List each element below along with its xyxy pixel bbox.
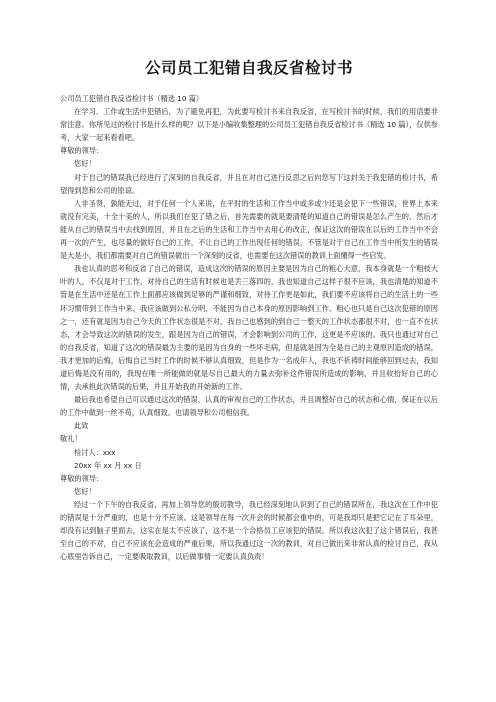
paragraph: 在学习、工作或生活中犯错后，为了避免再犯，为此要写检讨书来自我反省，在写检讨书的时候，我们的用语要非常注意。你所见过的检讨书是什么样的呢？以下是小编收集整理的公司员工犯错自我反省检讨书（精选 10 篇），仅供参考，大家一起来看看吧。 [60, 107, 438, 143]
paragraph: 公司员工犯错自我反省检讨书（精选 10 篇） [60, 94, 204, 103]
paragraph: 经过一个下午的自我反省，再加上领导您的殷切教导，我已经深刻地认识到了自己的错误所在，我这次在工作中犯的错误是十分严重的，也是十分不应该。这是领导在每一次开会的时候都会重申的，可是我却只是把它记在了耳朵里，却没有记到脑子里面去，这实在是太不应该了，这不是一个合格员工应该犯的错误。所以我这次犯了这个错误后，我甚至自己的不对，自己不应该在会造成的严重后果，所以我通过这一次的教训，对自己做出来非常认真的检讨自己，我从心底里告诉自己，一定要吸取教训，以后做事情一定要认真负责！ [60, 499, 438, 562]
paragraph: 检讨人：xxx [74, 447, 116, 457]
paragraph: 此致 [74, 421, 89, 431]
document-page [60, 56, 438, 563]
paragraph: 您好！ [74, 159, 96, 169]
document-title: 公司员工犯错自我反省检讨书 [144, 59, 353, 77]
paragraph: 尊敬的领导： [60, 146, 104, 156]
paragraph: 对于自己的错误我已经进行了深刻的自我反省，并且在对自己进行反思之后向您写下这封关于我犯错的检讨书，希望得到您和公司的原谅。 [60, 172, 438, 195]
paragraph: 20xx 年 xx 月 xx 日 [74, 460, 142, 470]
paragraph: 人非圣贤，孰能无过，对于任何一个人来说，在平时的生活和工作当中或多或少还是会犯下一些错误，世界上本来就没有完美，十全十美的人，所以我们在犯了错之后，首先需要的就是要清楚的知道自己的错误是怎么产生的，然后才能从自己的错误当中去找到原因，并且在之后的生活和工作当中去用心的改正，保证这次的错误在以后的工作当中不会再一次的产生，也尽量的做好自己的工作，不让自己的工作出现任何的错误，不管是对于自己在工作当中所发生的错误是大是小，我们都需要对自己的错误做出一个深刻的反省，也需要在这次错误的教训上面懂得一些启发。 [60, 198, 438, 261]
paragraph: 我也认真的思考和反省了自己的错误，造成这次的错误的原因主要是因为自己的粗心大意，我本身就是一个粗枝大叶的人，不仅是对于工作，对待自己的生活有时候也是丢三落四的，我也知道自己这样子很不应该，我也清楚的知道不管是在生活中还是在工作上面都应该做到足够的严谨和细致，对待工作更是如此，我们要不应该将自己的生活上的一些坏习惯带到工作当中来，我应该做到公私分明，不能因为自己本身的原因影响到工作。粗心也只是自己这次犯错的原因之一，还有就是因为自己今天的工作状态很是不对，我自己也感到的到自己一整天的工作状态都很不对，也一直不在状态，才会导致这次的错误的发生，跟是因为自己的错误，才会影响到公司的工作，这更是不应该的。我只也通过对自己的自我反省，知道了这次的错误最为主要的是因为自身的一些坏毛病，但是就是因为全是自己的主观原因造成的错误，我才更加的后悔，后悔自己当时工作的时候不够认真细致，但是作为一名成年人，我也不祈祷时间能够回到过去，我知道后悔是没有用的，我现在唯一所能做的就是尽自己最大的力量去弥补这件错误所造成的影响，并且收拾好自己的心情，去承担此次错误的后果，并且开始我的开始新的工作。 [60, 264, 438, 392]
paragraph: 敬礼！ [60, 434, 82, 444]
paragraph: 您好！ [74, 486, 96, 496]
document-body [60, 92, 438, 563]
paragraph: 最后我也希望自己可以通过这次的错误，认真的审视自己的工作状态，并且调整好自己的状态和心情，保证在以后的工作中做到一丝不苟，认真细致。也请领导和公司相信我。 [60, 395, 438, 418]
paragraph: 尊敬的领导： [60, 473, 104, 483]
